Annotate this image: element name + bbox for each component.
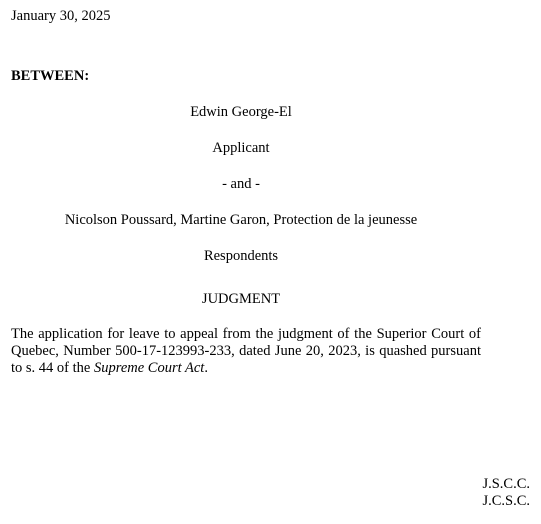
applicant-name: Edwin George-El bbox=[190, 104, 292, 120]
signature-english: J.S.C.C. bbox=[482, 476, 530, 492]
party-separator: - and - bbox=[222, 176, 260, 192]
judgment-text-end: . bbox=[204, 360, 208, 376]
judgment-text-main: The application for leave to appeal from the judgment of the Superior Court of Quebec, Number 500-17-123993-233, dated June 20, 2023, is quashed pursuant to s. 44 of the bbox=[11, 326, 481, 376]
judgment-act-title: Supreme Court Act bbox=[93, 360, 205, 376]
signature-block bbox=[482, 476, 530, 510]
between-label: BETWEEN: bbox=[11, 68, 90, 84]
judgment-text bbox=[11, 326, 481, 377]
judgment-title: JUDGMENT bbox=[201, 291, 281, 307]
document-date: January 30, 2025 bbox=[11, 8, 111, 24]
signature-french: J.C.S.C. bbox=[482, 493, 530, 509]
respondent-names: Nicolson Poussard, Martine Garon, Protection de la jeunesse bbox=[64, 212, 418, 228]
applicant-role: Applicant bbox=[212, 140, 270, 156]
respondent-role: Respondents bbox=[203, 248, 279, 264]
